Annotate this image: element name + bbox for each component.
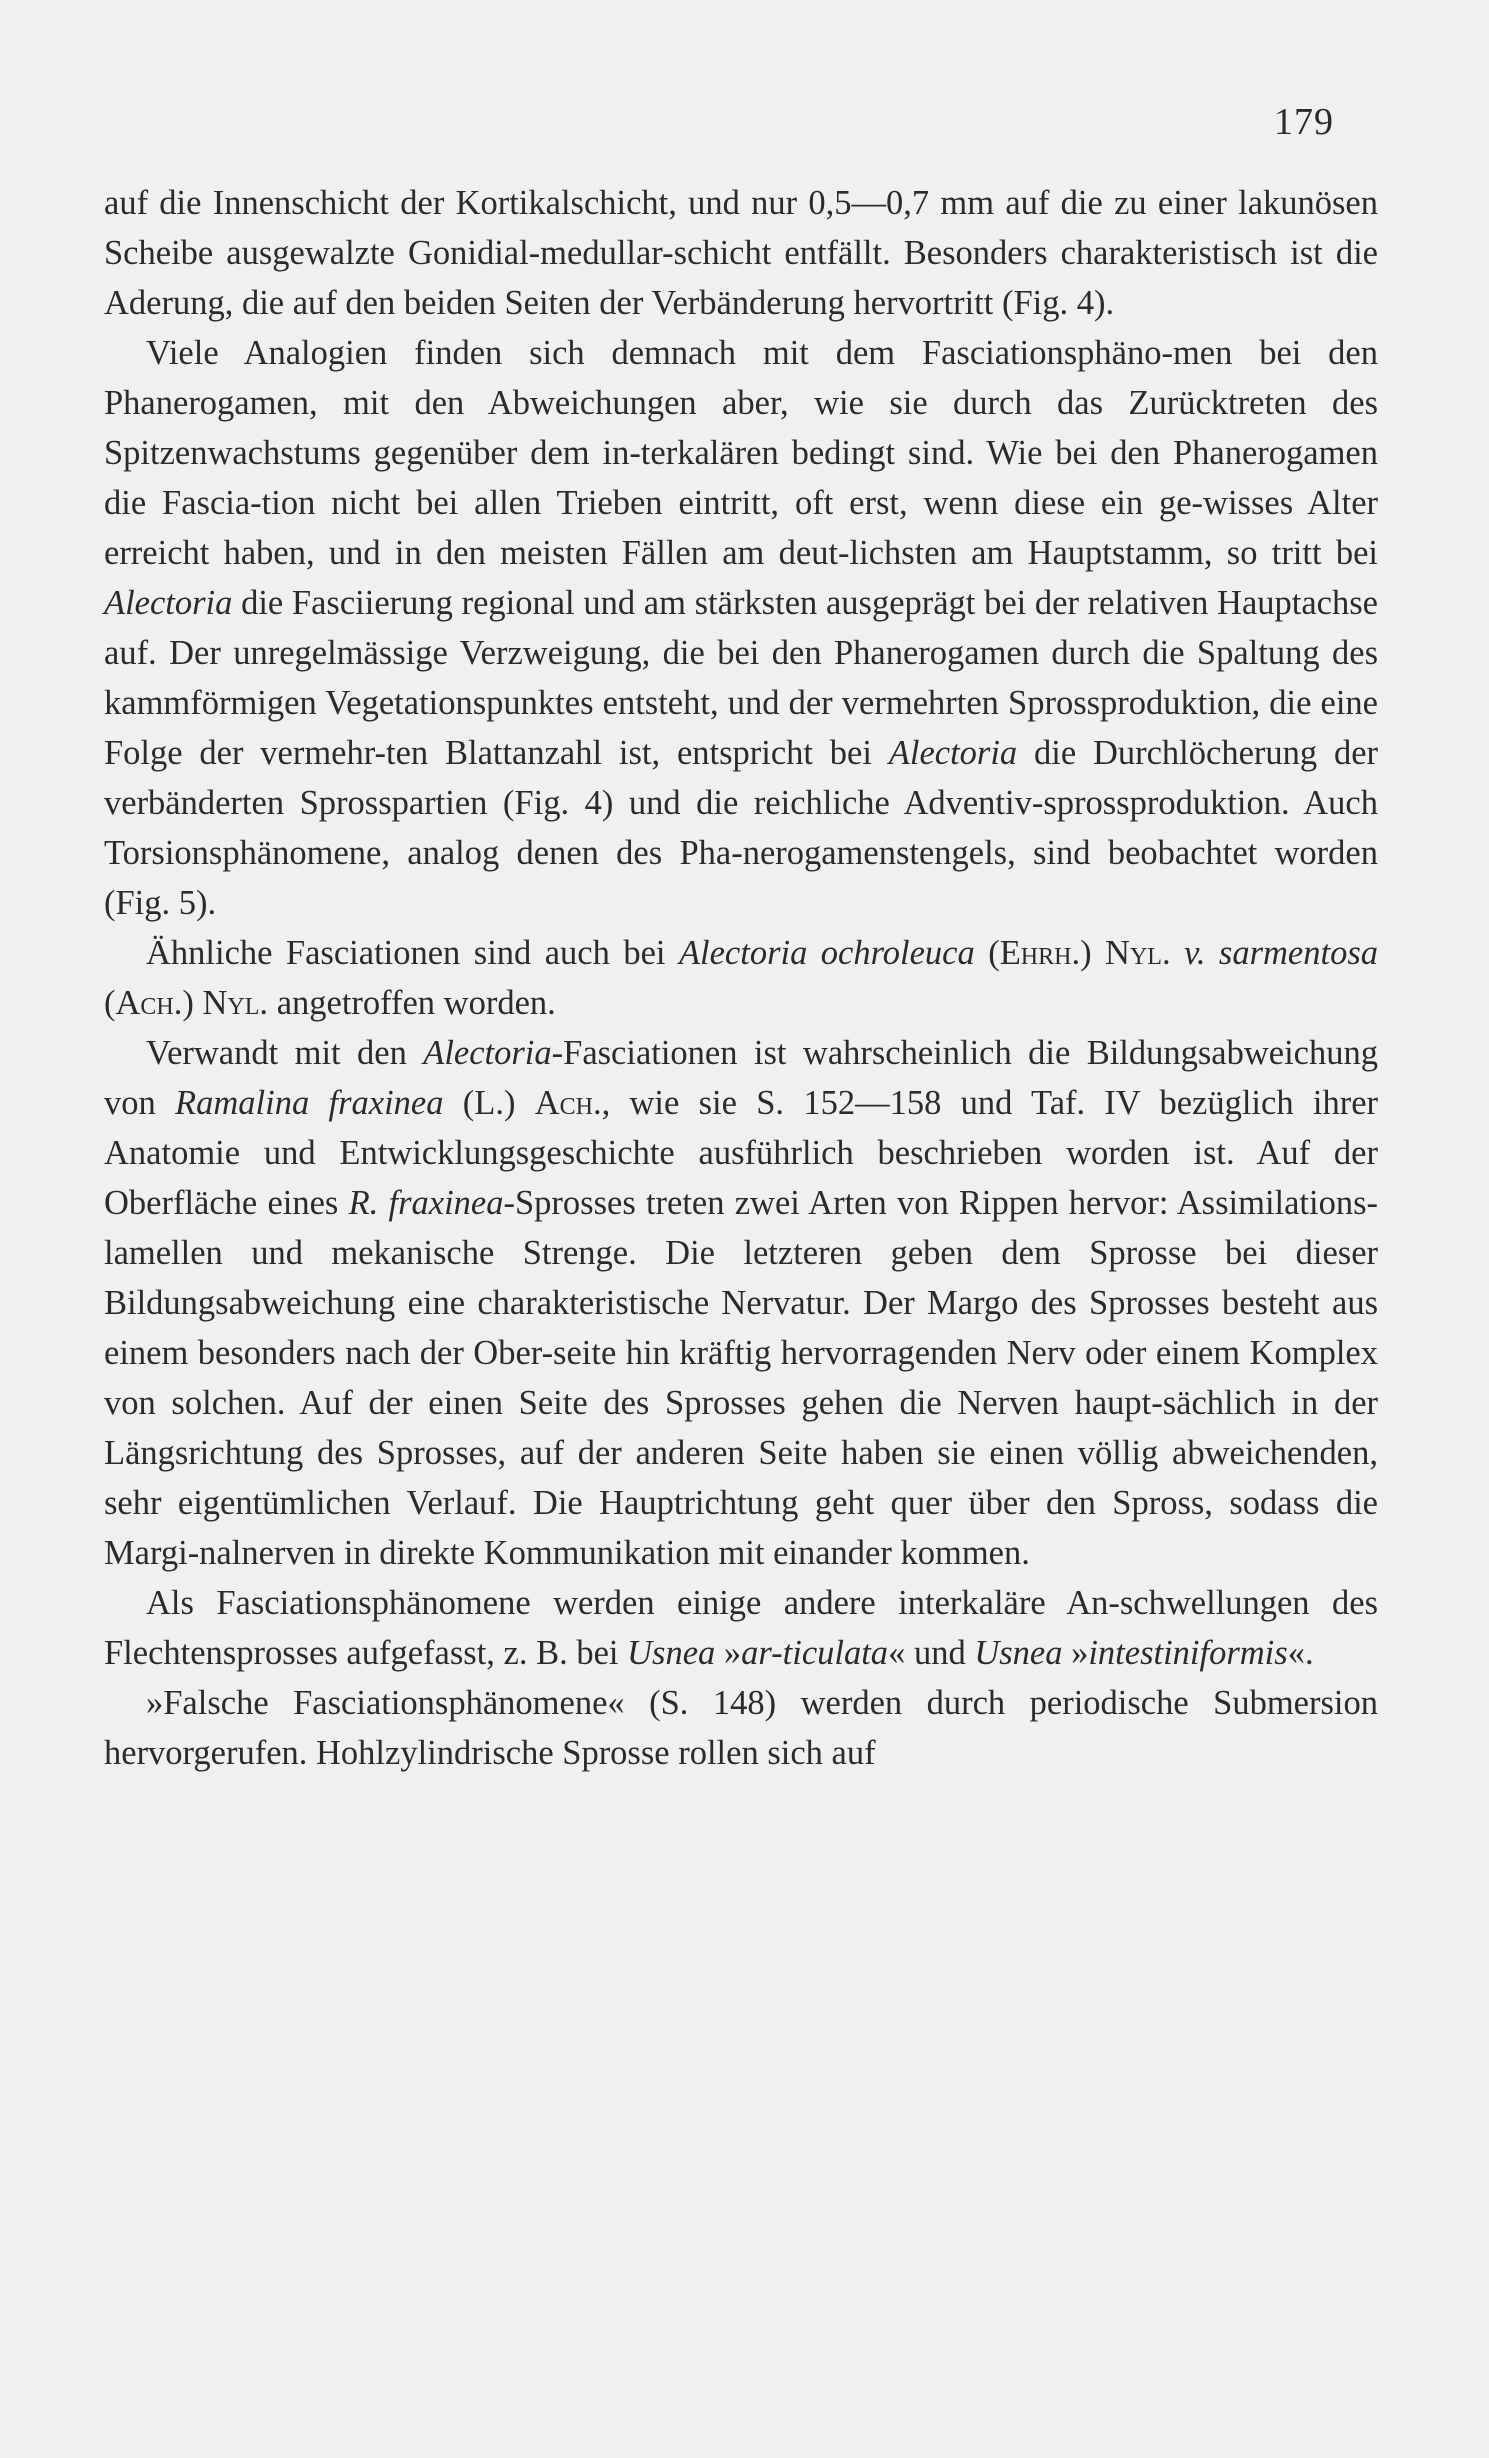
italic-text: R. fraxinea bbox=[348, 1184, 504, 1222]
text-run bbox=[1171, 934, 1184, 972]
page-number: 179 bbox=[1274, 101, 1334, 143]
paragraph bbox=[104, 1028, 1378, 1578]
small-caps-text: Nyl. bbox=[1105, 934, 1171, 972]
text-run: ( bbox=[974, 934, 1000, 972]
paragraph bbox=[104, 1678, 1378, 1778]
italic-text: Alectoria bbox=[423, 1034, 552, 1072]
small-caps-text: Ehrh. bbox=[999, 934, 1081, 972]
text-run: -Sprosses treten zwei Arten von Rippen hervor: Assimilations-lamellen und mekanische Strenge. Die letzteren geben dem Sprosse bei dieser Bildungsabweichung eine charakteristische Nervatur. Der Margo des Sprosses besteht aus einem besonders nach der Ober-seite hin kräftig hervorragenden Nerv oder einem Komplex von solchen. Auf der einen Seite des Sprosses gehen die Nerven haupt-sächlich in der Längsrichtung des Sprosses, auf der anderen Seite haben sie einen völlig abweichenden, sehr eigentümlichen Verlauf. Die Hauptrichtung geht quer über den Spross, sodass die Margi-nalnerven in direkte Kommunikation mit einander kommen. bbox=[104, 1184, 1379, 1572]
text-run: ( bbox=[104, 984, 116, 1022]
text-run: Ähnliche Fasciationen sind auch bei bbox=[146, 934, 679, 972]
italic-text: Alectoria bbox=[104, 584, 233, 622]
italic-text: Usnea bbox=[627, 1634, 716, 1672]
italic-text: Alectoria bbox=[888, 734, 1018, 772]
text-run: ) bbox=[1080, 934, 1106, 972]
small-caps-text: Ach. bbox=[115, 984, 183, 1022]
paragraph bbox=[104, 928, 1378, 1028]
italic-text: Usnea bbox=[974, 1634, 1063, 1672]
text-run: die Fasciierung regional und am stärksten ausgeprägt bei der relativen Hauptachse auf. Der unregelmässige Verzweigung, die bei den Phanerogamen durch die Spaltung des kammförmigen Vegetationspunktes entsteht, und der vermehrten Sprossproduktion, die eine Folge der vermehr-ten Blattanzahl ist, entspricht bei bbox=[104, 584, 1378, 772]
text-run: (L.) bbox=[443, 1084, 535, 1122]
text-run: « und bbox=[888, 1634, 975, 1672]
text-run: » bbox=[715, 1634, 742, 1672]
italic-text: intestiniformis bbox=[1088, 1634, 1288, 1672]
text-run: Verwandt mit den bbox=[146, 1034, 424, 1072]
text-run: auf die Innenschicht der Kortikalschicht, und nur 0,5—0,7 mm auf die zu einer lakunösen Scheibe ausgewalzte Gonidial-medullar-schicht entfällt. Besonders charakteristisch ist die Aderung, die auf den beiden Seiten der Verbänderung hervortritt (Fig. 4). bbox=[104, 184, 1378, 322]
text-run: »Falsche Fasciationsphänomene« (S. 148) werden durch periodische Submersion hervorgerufen. Hohlzylindrische Sprosse rollen sich auf bbox=[104, 1684, 1378, 1772]
italic-text: Alectoria ochroleuca bbox=[678, 934, 975, 972]
text-run: Als Fasciationsphänomene werden einige andere interkaläre An-schwellungen des Flechtensprosses aufgefasst, z. B. bei bbox=[104, 1584, 1378, 1672]
italic-text: v. sarmentosa bbox=[1184, 934, 1378, 972]
body-text bbox=[104, 178, 1378, 1778]
text-run: , wie sie S. 152—158 und Taf. IV bezüglich ihrer Anatomie und Entwicklungsgeschichte ausführlich beschrieben worden ist. Auf der Oberfläche eines bbox=[104, 1084, 1378, 1222]
paragraph bbox=[104, 1578, 1378, 1678]
paragraph bbox=[104, 328, 1378, 928]
text-run: «. bbox=[1287, 1634, 1314, 1672]
small-caps-text: Nyl. bbox=[202, 984, 269, 1022]
text-run: Viele Analogien finden sich demnach mit dem Fasciationsphäno-men bei den Phanerogamen, mit den Abweichungen aber, wie sie durch das Zurücktreten des Spitzenwachstums gegenüber dem in-terkalären bedingt sind. Wie bei den Phanerogamen die Fascia-tion nicht bei allen Trieben eintritt, oft erst, wenn diese ein ge-wisses Alter erreicht haben, und in den meisten Fällen am deut-lichsten am Hauptstamm, so tritt bei bbox=[104, 334, 1378, 572]
text-run: die Durchlöcherung der verbänderten Sprosspartien (Fig. 4) und die reichliche Adventiv-sprossproduktion. Auch Torsionsphänomene, analog denen des Pha-nerogamenstengels, sind beobachtet worden (Fig. 5). bbox=[104, 734, 1378, 922]
text-run: -Fasciationen ist wahrscheinlich die Bildungsabweichung von bbox=[104, 1034, 1378, 1122]
paragraph bbox=[104, 178, 1378, 328]
text-run: » bbox=[1062, 1634, 1089, 1672]
text-run: angetroffen worden. bbox=[268, 984, 556, 1022]
small-caps-text: Ach. bbox=[534, 1084, 602, 1122]
italic-text: ar-ticulata bbox=[741, 1634, 889, 1672]
italic-text: Ramalina fraxinea bbox=[175, 1084, 444, 1122]
text-run: ) bbox=[182, 984, 203, 1022]
